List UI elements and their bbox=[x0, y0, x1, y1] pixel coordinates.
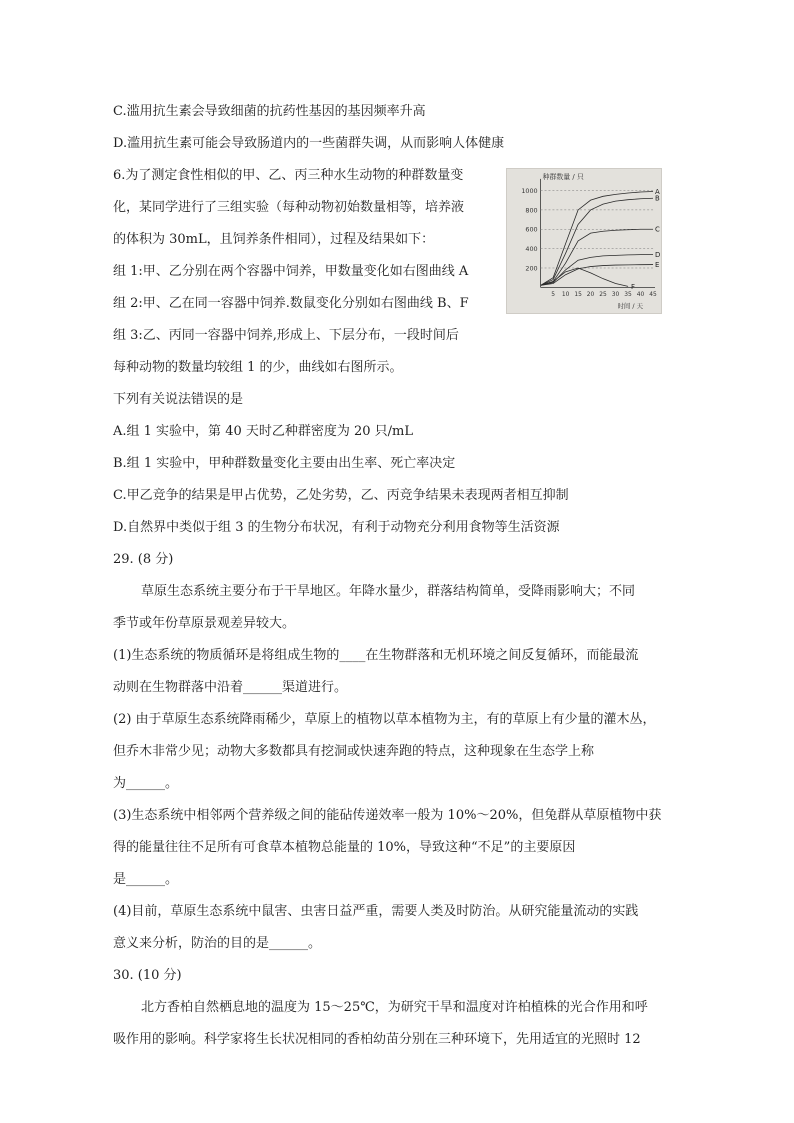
question-29-part-3a: (3)生态系统中相邻两个营养级之间的能砧传递效率一般为 10%～20%，但兔群从草原植物中获 bbox=[113, 808, 662, 823]
question-29-part-1b: 动则在生物群落中沿着______渠道进行。 bbox=[113, 680, 348, 695]
population-chart-svg bbox=[507, 169, 661, 313]
question-6-line-1: 6.为了测定食性相似的甲、乙、丙三种水生动物的种群数量变 bbox=[113, 168, 464, 183]
question-6-option-d: D.自然界中类似于组 3 的生物分布状况，有利于动物充分利用食物等生活资源 bbox=[113, 520, 560, 535]
question-29-part-2b: 但乔木非常少见；动物大多数都具有挖洞或快速奔跑的特点，这种现象在生态学上称 bbox=[113, 744, 595, 759]
x-tick-label: 20 bbox=[586, 292, 595, 299]
x-tick-label: 15 bbox=[574, 292, 582, 299]
y-tick-label: 200 bbox=[525, 264, 538, 273]
x-tick-label: 30 bbox=[611, 292, 620, 299]
series-label-f: F bbox=[631, 282, 635, 291]
x-tick-label: 25 bbox=[599, 292, 607, 299]
question-30-line-1: 北方香柏自然栖息地的温度为 15～25℃，为研究干旱和温度对许柏植株的光合作用和呼 bbox=[141, 1000, 648, 1015]
x-axis-label: 时间 / 天 bbox=[617, 302, 643, 311]
question-30-heading: 30. (10 分) bbox=[113, 968, 182, 983]
question-6-group-1: 组 1:甲、乙分别在两个容器中饲养，甲数量变化如右图曲线 A bbox=[113, 264, 469, 279]
question-29-part-1a: (1)生态系统的物质循环是将组成生物的____在生物群落和无机环境之间反复循环，而能最流 bbox=[113, 648, 639, 663]
question-29-intro-1: 草原生态系统主要分布于干旱地区。年降水量少，群落结构简单，受降雨影响大；不同 bbox=[141, 584, 636, 599]
x-tick-label: 40 bbox=[636, 292, 645, 299]
question-6-line-7: 每种动物的数量均较组 1 的少，曲线如右图所示。 bbox=[113, 360, 403, 375]
question-6-option-b: B.组 1 实验中，甲种群数量变化主要由出生率、死亡率决定 bbox=[113, 456, 456, 471]
series-label-b: B bbox=[655, 194, 660, 203]
question-6-option-c: C.甲乙竞争的结果是甲占优势，乙处劣势，乙、丙竞争结果未表现两者相互抑制 bbox=[113, 488, 569, 503]
question-29-intro-2: 季节或年份草原景观差异较大。 bbox=[113, 616, 296, 631]
series-label-c: C bbox=[655, 225, 660, 234]
question-29-heading: 29. (8 分) bbox=[113, 552, 174, 567]
series-label-a: A bbox=[655, 187, 660, 196]
y-tick-label: 1000 bbox=[521, 186, 538, 195]
x-tick-label: 35 bbox=[624, 292, 632, 299]
question-29-part-3b: 得的能量往往不足所有可食草本植物总能量的 10%，导致这种“不足”的主要原因 bbox=[113, 840, 576, 855]
series-label-d: D bbox=[655, 250, 661, 259]
question-29-part-3c: 是______。 bbox=[113, 872, 179, 887]
question-29-part-2a: (2) 由于草原生态系统降雨稀少，草原上的植物以草本植物为主，有的草原上有少量的灌木丛， bbox=[113, 712, 656, 727]
x-tick-label: 45 bbox=[649, 292, 657, 299]
question-6-line-3: 的体积为 30mL，且饲养条件相同），过程及结果如下： bbox=[113, 232, 435, 247]
question-6-option-a: A.组 1 实验中，第 40 天时乙种群密度为 20 只/mL bbox=[113, 424, 414, 439]
series-line-c bbox=[541, 229, 653, 285]
y-tick-label: 600 bbox=[525, 225, 538, 234]
x-tick-label: 10 bbox=[561, 292, 570, 299]
question-29-part-4a: (4)目前，草原生态系统中鼠害、虫害日益严重，需要人类及时防治。从研究能量流动的实践 bbox=[113, 904, 639, 919]
series-label-e: E bbox=[655, 261, 660, 270]
question-29-part-2c: 为______。 bbox=[113, 776, 179, 791]
y-axis-label: 种群数量 / 只 bbox=[542, 172, 584, 181]
option-d-antibiotic: D.滥用抗生素可能会导致肠道内的一些菌群失调，从而影响人体健康 bbox=[113, 136, 505, 151]
option-c-antibiotic: C.滥用抗生素会导致细菌的抗药性基因的基因频率升高 bbox=[113, 104, 426, 119]
question-6-prompt: 下列有关说法错误的是 bbox=[113, 392, 244, 407]
y-tick-label: 800 bbox=[525, 206, 538, 215]
series-line-b bbox=[541, 198, 653, 285]
y-tick-label: 400 bbox=[525, 245, 538, 254]
question-6-group-3: 组 3:乙、丙同一容器中饲养,形成上、下层分布，一段时间后 bbox=[113, 328, 459, 343]
x-tick-label: 5 bbox=[551, 292, 555, 299]
question-6-group-2: 组 2:甲、乙在同一容器中饲养.数鼠变化分别如右图曲线 B、F bbox=[113, 296, 469, 311]
population-chart bbox=[506, 168, 662, 314]
question-30-line-2: 吸作用的影响。科学家将生长状况相同的香柏幼苗分别在三种环境下，先用适宜的光照时 12 bbox=[113, 1032, 641, 1047]
question-6-line-2: 化，某同学进行了三组实验（每种动物初始数量相等，培养液 bbox=[113, 200, 465, 215]
question-29-part-4b: 意义来分析，防治的目的是______。 bbox=[113, 936, 322, 951]
